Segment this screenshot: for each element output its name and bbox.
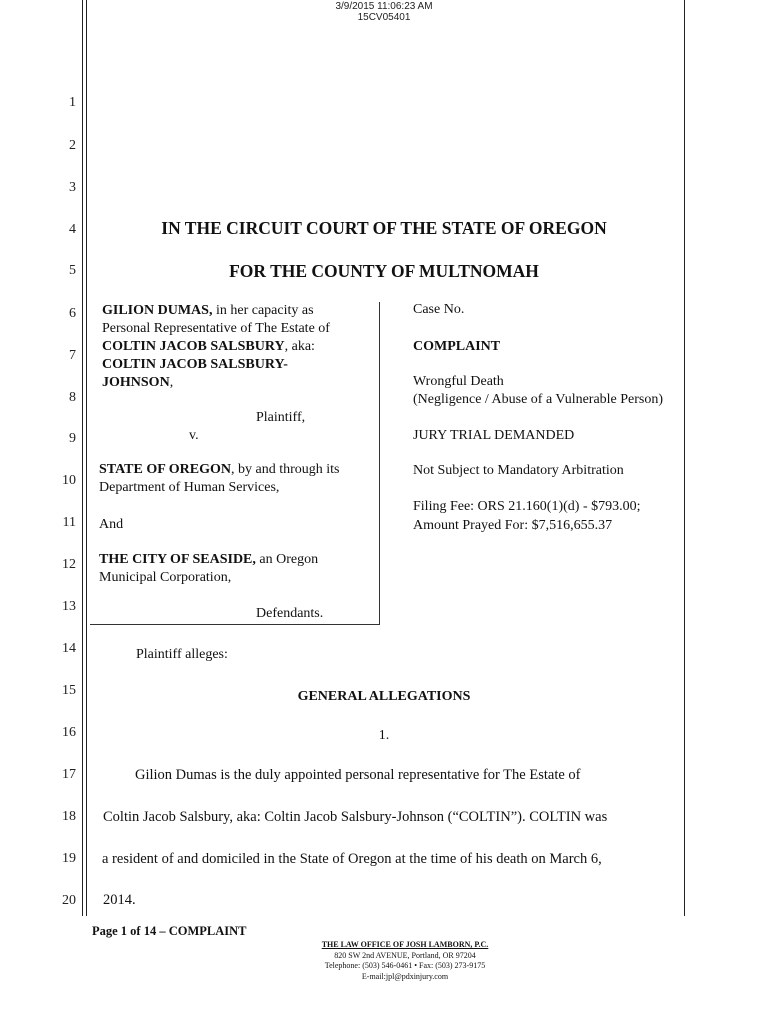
body-line-20: 2014.: [103, 892, 136, 908]
plaintiff-block: [102, 302, 372, 392]
defendant-1-block: [99, 461, 375, 497]
court-title: IN THE CIRCUIT COURT OF THE STATE OF OREGON: [161, 218, 607, 238]
line-number: 3: [69, 180, 76, 195]
claim-type: Wrongful Death: [413, 374, 504, 389]
defendant-2-text: an Oregon: [255, 552, 319, 567]
page-label: Page 1 of 14 – COMPLAINT: [92, 924, 247, 938]
intro-text: Plaintiff alleges:: [136, 647, 228, 662]
left-rule-outer: [82, 0, 83, 916]
claim-detail: (Negligence / Abuse of a Vulnerable Person): [413, 392, 664, 407]
line-number: 18: [62, 809, 76, 824]
line-number: 14: [62, 641, 76, 656]
line-number: 17: [62, 767, 76, 782]
line-number: 1: [69, 95, 76, 110]
decedent-alias-line-1: COLTIN JACOB SALSBURY-: [102, 357, 288, 372]
line-number: 11: [62, 515, 76, 530]
arbitration-status: Not Subject to Mandatory Arbitration: [413, 463, 624, 478]
plaintiff-capacity: in her capacity as: [212, 303, 314, 318]
firm-email: E-mail:jpl@pdxinjury.com: [361, 971, 449, 981]
county-title: FOR THE COUNTY OF MULTNOMAH: [229, 261, 539, 281]
line-number: 4: [69, 222, 76, 237]
right-rule: [684, 0, 685, 916]
line-number: 10: [62, 473, 76, 488]
line-number: 8: [69, 390, 76, 405]
line-number: 9: [69, 431, 76, 446]
firm-block: [280, 940, 530, 982]
document-type: COMPLAINT: [413, 339, 501, 354]
line-number: 20: [62, 893, 76, 908]
jury-demand: JURY TRIAL DEMANDED: [413, 428, 575, 443]
firm-address: 820 SW 2nd AVENUE, Portland, OR 97204: [334, 950, 476, 960]
filing-fee: Filing Fee: ORS 21.160(1)(d) - $793.00;: [413, 499, 641, 514]
defendant-2-block: [99, 551, 375, 587]
left-rule-inner: [86, 0, 87, 916]
defendant-2-name: THE CITY OF SEASIDE,: [99, 552, 256, 567]
alias-comma: ,: [169, 375, 174, 390]
body-line-18: Coltin Jacob Salsbury, aka: Coltin Jacob Salsbury-Johnson (“COLTIN”). COLTIN was: [103, 809, 608, 825]
firm-phone: Telephone: (503) 546-0461 • Fax: (503) 273-9175: [324, 961, 486, 970]
line-number: 5: [69, 263, 76, 278]
decedent-alias-line-2: JOHNSON: [102, 375, 170, 390]
paragraph-number: 1.: [378, 728, 390, 743]
line-number: 2: [69, 138, 76, 153]
section-heading: GENERAL ALLEGATIONS: [297, 689, 471, 704]
conjunction: And: [99, 517, 124, 532]
line-number: 6: [69, 306, 76, 321]
filing-timestamp: 3/9/2015 11:06:23 AM: [335, 1, 433, 12]
case-code: 15CV05401: [357, 12, 411, 23]
defendant-1-text: , by and through its: [230, 462, 340, 477]
plaintiff-role: Plaintiff,: [256, 410, 306, 425]
line-number: 13: [62, 599, 76, 614]
decedent-name: COLTIN JACOB SALSBURY: [102, 339, 285, 354]
defendant-2-text-line-2: Municipal Corporation,: [99, 570, 232, 585]
line-number: 19: [62, 851, 76, 866]
line-number: 15: [62, 683, 76, 698]
versus: v.: [189, 428, 199, 443]
aka-text: , aka:: [284, 339, 315, 354]
line-number: 16: [62, 725, 76, 740]
firm-name: THE LAW OFFICE OF JOSH LAMBORN, P.C.: [321, 940, 489, 949]
line-number: 12: [62, 557, 76, 572]
case-number-label: Case No.: [413, 302, 465, 317]
defendant-1-name: STATE OF OREGON: [99, 462, 231, 477]
defendants-role: Defendants.: [256, 606, 324, 621]
body-line-19: a resident of and domiciled in the State of Oregon at the time of his death on March 6,: [102, 851, 602, 867]
line-number: 7: [69, 348, 76, 363]
plaintiff-name: GILION DUMAS,: [102, 303, 213, 318]
amount-prayed: Amount Prayed For: $7,516,655.37: [413, 518, 613, 533]
body-line-17: Gilion Dumas is the duly appointed personal representative for The Estate of: [135, 767, 581, 783]
plaintiff-capacity-line-2: Personal Representative of The Estate of: [102, 321, 330, 336]
defendant-1-text-line-2: Department of Human Services,: [99, 480, 280, 495]
